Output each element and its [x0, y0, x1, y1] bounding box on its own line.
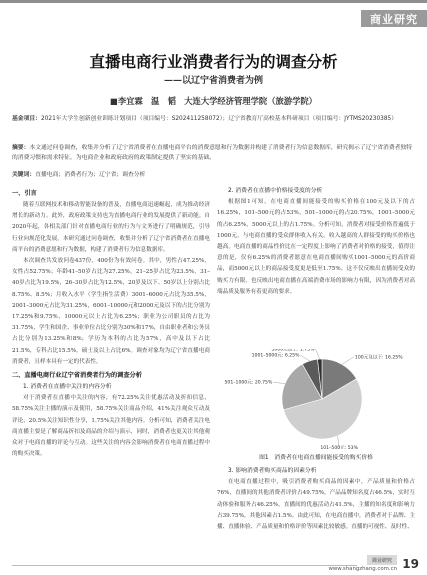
- fund-info: [12, 114, 415, 124]
- paragraph: 在电商直播过程中，吸引消费者购买商品的因素中，产品质量和价格占76%，直播间的其他消费者评价占49.75%，产品品牌知名度占46.5%，实时互动体验和服务占46.25%，直播间的优惠活动占41.5%，主播的知名度和影响力占39.75%，其他因素占1.5%。由此可知，在电商直播中，消费者对于品牌、主播、直播体验、产品质量和价格评价等因素比较敏感。直播的可视性、及时性、: [217, 479, 415, 531]
- right-column-continued: [217, 466, 415, 533]
- page-header: [0, 0, 427, 27]
- pie-chart-svg: [217, 349, 415, 449]
- right-column: [217, 186, 415, 298]
- data-label: 1001–5000元: 6.25%: [251, 353, 300, 359]
- data-label: 5000元以上: 1.75%: [271, 349, 315, 353]
- left-column: [12, 186, 210, 460]
- leader-line: [342, 357, 354, 364]
- subsection-heading: 2. 消费者在直播中价格接受度的分析: [228, 188, 323, 194]
- section-heading: 一、引言: [12, 190, 37, 197]
- pie-chart: [217, 349, 415, 449]
- section-tag: 商业研究: [361, 10, 427, 27]
- paragraph: 本次调查共发放问卷437份，400份为有效问卷。其中，男性占47.25%，女性占52.75%；年龄41–50岁占比为27.25%，21–25岁占比为23.5%，31–40岁占比为19.5%，26–30岁占比为12.5%，20岁及以下、50岁以上分别占比8.75%、8.5%；月收入水平（学生指生活费）3001–6000元占比为35.5%，2001–3000元占比为31.25%，6001–10000元和2000元及以下的占比分别为17.25%和9.75%，10000元以上占比为6.25%；职业为公司职员的占比为31.75%，学生和国企、事业单位占比分别为30%和17%，自由职业者和公务员占比分别为13.25%和8%；学历为本科的占比为57%，高中及以下占比21.5%，专科占比15.5%，硕士及以上占比6%。调查对象均为辽宁省直播电商消费者，且样本具有一定的代表性。: [12, 258, 210, 365]
- keywords-text: 直播电商；消费者行为；辽宁省；调查分析: [35, 172, 146, 178]
- paragraph: 根据图1可知，在电商直播间能接受的购买价格在100元及以下的占16.25%，101–500元的占53%，501–1000元的占20.75%，1001–5000元的占6.25%，5000元以上的占1.75%。分析可知，消费者对接受价格普遍低于1000元，与电商直播的受众群体收入有关。收入越高的人群接受的购买价格也越高。电商直播的商品性价比在一定程度上影响了消费者对价格的接受，值得注意的是，仅有6.25%的消费者愿意在电商直播间购买1001–5000元的高价商品，而5000元以上的商品接受度更是低至1.75%。这不仅反映出直播间受众的购买力有限，也反映出电商直播在高端消费市场的影响力有限，因为消费者对高端品质及服务有着更高的要求。: [217, 199, 415, 295]
- page-footer: [0, 551, 427, 575]
- data-label: 101–500元: 53%: [320, 446, 358, 449]
- subsection-heading: 3. 影响消费者购买商品的因素分析: [228, 468, 317, 474]
- abstract-label: 摘要：: [12, 145, 30, 151]
- data-label: 100元及以下: 16.25%: [354, 355, 403, 361]
- article-title: 直播电商行业消费者行为的调查分析: [89, 52, 338, 71]
- subsection-heading: 1. 消费者在直播中关注的内容分析: [23, 384, 112, 391]
- leader-line: [316, 349, 320, 359]
- figure-caption: 图1 消费者在电商直播间能接受的购买价格: [259, 455, 373, 461]
- journal-brand: 商业研究: [367, 555, 397, 565]
- data-label: 501–1000元: 20.75%: [224, 380, 273, 386]
- keywords: [12, 170, 415, 180]
- section-heading: 二、直播电商行业辽宁省消费者行为的调查分析: [12, 372, 142, 380]
- header-rule: [0, 0, 427, 3]
- paragraph: 随着互联网技术和移动智能设备的普及，直播电商迅速崛起，成为推动经济增长的新动力。此外，政府政策支持也为直播电商行业的发展提供了新动能。自2020年起，各相关部门针对直播电商行业的行为与文务进行了明确规范，引导行业向规范化发展。本研究通过问卷调查，收集并分析了辽宁省消费者在直播电商平台的消费意愿和行为数据，构建了消费者行为信息数据库。: [12, 202, 210, 253]
- page-number: 19: [402, 557, 419, 571]
- fund-label: 基金项目：: [12, 116, 41, 122]
- abstract-text: 本文通过问卷调查，收集并分析了辽宁省消费者在直播电商平台的消费意愿和行为数据并构建了消费者行为信息数据库，研究揭示了辽宁省消费者独特的消费习惯和需求特征，为电商企业和政府政府的政策制定提供了坚实的基础。: [12, 145, 413, 161]
- article-subtitle: ——以辽宁省消费者为例: [163, 76, 263, 86]
- leader-line: [273, 382, 285, 384]
- abstract: [12, 143, 415, 163]
- paragraph: 对于消费者在直播中关注的内容，有72.25%关注优惠活动及折扣信息，58.75%关注主播的演示及使用，58.75%关注商品介绍，41%关注观众互动及评论，20.5%关注知识性分享，1.75%关注其他内容。分析可知，消费者关注电商直播主要是了解商品折扣及商品的介绍与演示，同时，消费者也更关注其他观众对于电商直播的评论与互动。这些关注的内容会影响消费者在电商直播过程中的购买决策。: [12, 395, 210, 458]
- footer-rule: [12, 565, 357, 566]
- fund-text: 2021年大学生创新创业训练计划项目（项目编号：S202411258072）；辽宁省教育厅高校基本科研项目（项目编号：JYTMS20230385）: [41, 116, 398, 122]
- journal-site: www.shangzhang.com.cn: [328, 566, 397, 572]
- leader-line: [300, 355, 309, 361]
- keywords-label: 关键词：: [12, 172, 36, 178]
- article-authors: ■李宜霖 温 韬 大连大学经济管理学院（旅游学院）: [110, 96, 317, 106]
